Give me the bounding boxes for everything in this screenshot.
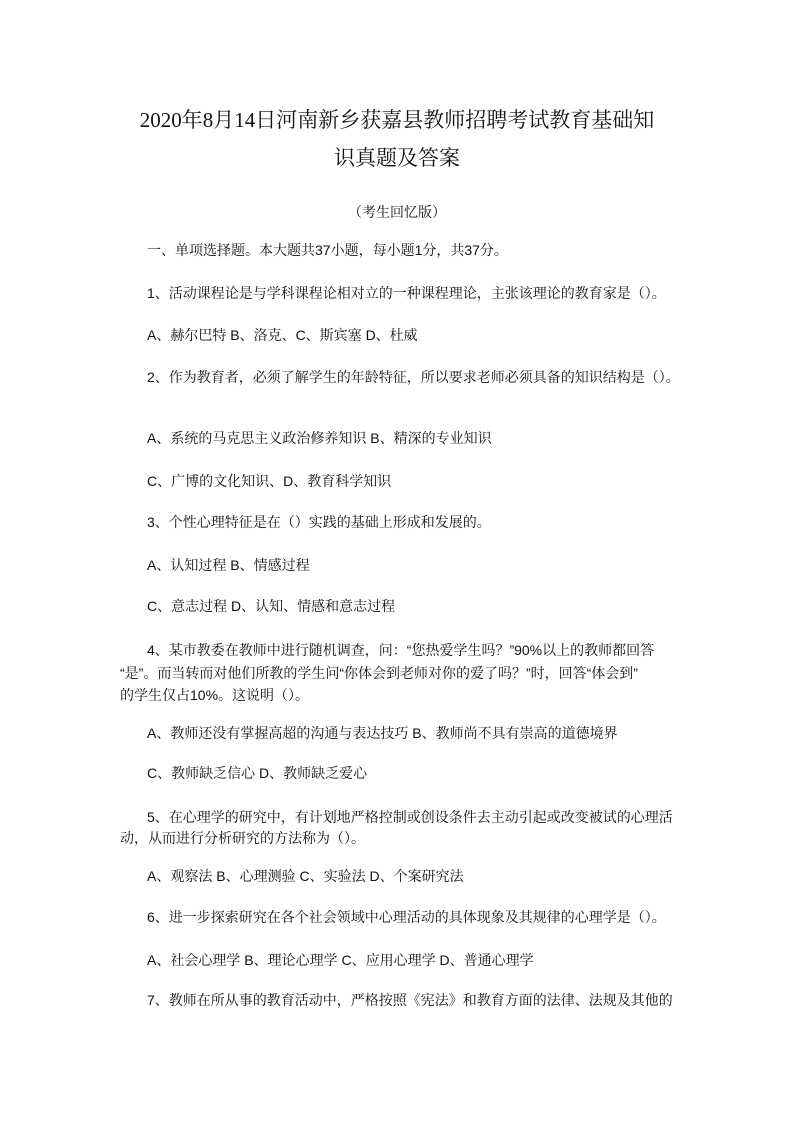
question-1-options: A、赫尔巴特 B、洛克、C、斯宾塞 D、杜威: [147, 327, 418, 343]
question-3-options-ab: A、认知过程 B、情感过程: [147, 557, 310, 573]
question-1-stem: 1、活动课程论是与学科课程论相对立的一种课程理论，主张该理论的教育家是（）。: [147, 285, 666, 301]
question-7-stem: 7、教师在所从事的教育活动中，严格按照《宪法》和教育方面的法律、法规及其他的: [147, 992, 673, 1008]
question-5-stem-line-1: 5、在心理学的研究中，有计划地严格控制或创设条件去主动引起或改变被试的心理活: [147, 809, 673, 825]
question-5-stem-line-2: 动，从而进行分析研究的方法称为（）。: [120, 830, 365, 846]
question-4-stem-line-2: “是”。而当转而对他们所教的学生问“你体会到老师对你的爱了吗？”时，回答“体会到”: [120, 665, 638, 681]
question-2-stem: 2、作为教育者，必须了解学生的年龄特征，所以要求老师必须具备的知识结构是（）。: [147, 369, 680, 385]
question-6-stem: 6、进一步探索研究在各个社会领域中心理活动的具体现象及其规律的心理学是（）。: [147, 909, 666, 925]
document-title-line-2: 识真题及答案: [334, 146, 460, 170]
question-4-stem-line-1: 4、某市教委在教师中进行随机调查，问：“您热爱学生吗？”90%以上的教师都回答: [147, 642, 655, 658]
question-6-options: A、社会心理学 B、理论心理学 C、应用心理学 D、普通心理学: [147, 952, 534, 968]
document-subtitle: （考生回忆版）: [348, 204, 446, 220]
question-4-options-cd: C、教师缺乏信心 D、教师缺乏爱心: [147, 765, 368, 781]
question-3-options-cd: C、意志过程 D、认知、情感和意志过程: [147, 598, 396, 614]
question-5-options: A、观察法 B、心理测验 C、实验法 D、个案研究法: [147, 868, 464, 884]
section-heading: 一、单项选择题。本大题共37小题，每小题1分，共37分。: [147, 242, 508, 258]
question-2-options-cd: C、广博的文化知识、D、教育科学知识: [147, 473, 392, 489]
question-3-stem: 3、个性心理特征是在（）实践的基础上形成和发展的。: [147, 514, 491, 530]
question-4-stem-line-3: 的学生仅占10%。这说明（）。: [120, 687, 310, 703]
question-4-options-ab: A、教师还没有掌握高超的沟通与表达技巧 B、教师尚不具有崇高的道德境界: [147, 725, 618, 741]
question-2-options-ab: A、系统的马克思主义政治修养知识 B、精深的专业知识: [147, 430, 492, 446]
document-title-line-1: 2020年8月14日河南新乡获嘉县教师招聘考试教育基础知: [139, 108, 655, 132]
